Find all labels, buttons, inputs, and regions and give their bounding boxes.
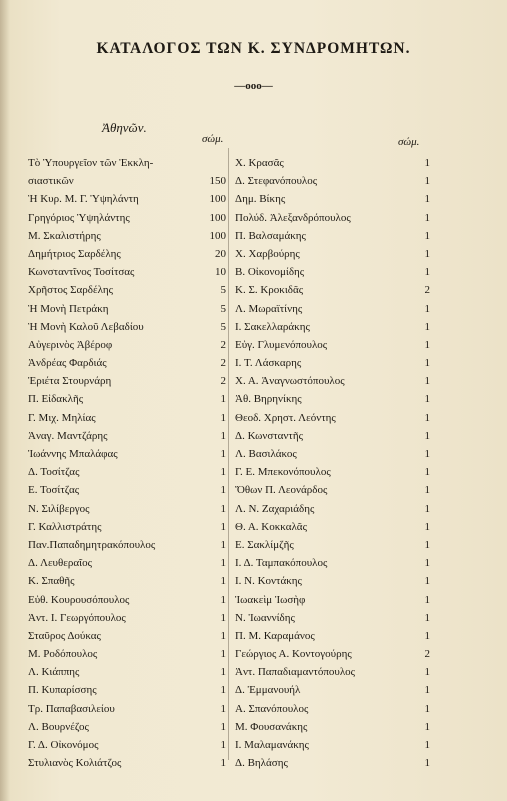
subscriber-row	[235, 445, 430, 463]
subscriber-copies: 1	[220, 611, 226, 624]
subscriber-copies: 1	[220, 739, 226, 751]
subscriber-name: Δ. Τοσίτζας	[28, 466, 80, 479]
subscriber-row	[235, 500, 430, 518]
subscriber-row	[235, 172, 430, 190]
document-title: ΚΑΤΑΛΟΓΟΣ ΤΩΝ Κ. ΣΥΝΔΡΟΜΗΤΩΝ.	[96, 40, 411, 57]
subscriber-row	[28, 354, 226, 372]
subscriber-name: Δ. Ἐμμανουήλ	[235, 684, 301, 697]
subscriber-copies: 1	[424, 375, 430, 388]
subscriber-name: Γεώργιος Α. Κοντογούρης	[235, 648, 352, 661]
subscriber-copies: 1	[424, 393, 430, 406]
subscriber-row	[28, 227, 226, 245]
subscriber-copies: 1	[424, 502, 430, 515]
subscriber-name: Ἀντ. Ι. Γεωργόπουλος	[28, 611, 126, 624]
subscriber-row	[28, 336, 226, 354]
subscriber-name: Ἡ Μονὴ Καλοῦ Λεβαδίου	[28, 320, 144, 333]
subscriber-copies: 2	[220, 338, 226, 351]
subscriber-row	[235, 190, 430, 208]
subscriber-name: Ι. Τ. Λάσκαρης	[235, 357, 302, 370]
subscriber-row	[28, 300, 226, 318]
subscriber-row	[28, 427, 226, 445]
subscriber-copies: 1	[424, 739, 430, 751]
subscriber-name: Ἀντ. Παπαδιαμαντόπουλος	[235, 666, 356, 679]
subscriber-row	[235, 336, 430, 354]
subscriber-copies: 1	[424, 611, 430, 624]
subscriber-name: Τὸ Ὑπουργεῖον τῶν Ἐκκλη-	[28, 157, 154, 169]
subscriber-name: Μ. Ροδόπουλος	[28, 648, 98, 661]
subscriber-row	[28, 245, 226, 263]
subscriber-copies: 10	[215, 266, 226, 279]
subscriber-copies: 5	[220, 320, 226, 333]
subscriber-copies: 2	[220, 375, 226, 388]
subscriber-copies: 1	[220, 557, 226, 570]
subscriber-list-right	[235, 154, 430, 772]
subscriber-name: σιαστικῶν	[28, 175, 74, 188]
subscriber-name: Κωνσταντῖνος Τοσίτσας	[28, 266, 135, 279]
subscriber-copies: 1	[220, 393, 226, 406]
page-spine-shadow	[0, 0, 10, 801]
subscriber-copies: 1	[424, 684, 430, 697]
subscriber-copies: 1	[424, 320, 430, 333]
subscriber-row	[235, 263, 430, 281]
subscriber-name: Εὐγ. Γλυμενόπουλος	[235, 338, 328, 351]
subscriber-name: Ἰωακεὶμ Ἰωσὴφ	[235, 593, 306, 606]
city-heading: Ἀθηνῶν.	[102, 120, 147, 135]
subscriber-name: Ἐριέτα Στουρνάρη	[28, 375, 112, 388]
subscriber-row	[235, 209, 430, 227]
subscriber-row	[28, 554, 226, 572]
subscriber-name: Εὐθ. Κουρουσόπουλος	[28, 593, 130, 606]
subscriber-name: Κ. Σ. Κροκιδᾶς	[235, 284, 304, 297]
subscriber-name: Ι. Σακελλαράκης	[235, 320, 310, 333]
subscriber-name: Λ. Ν. Ζαχαριάδης	[235, 502, 315, 515]
subscriber-row	[235, 409, 430, 427]
subscriber-copies: 1	[220, 429, 226, 442]
subscriber-copies: 2	[220, 357, 226, 370]
subscriber-name: Γ. Καλλιστράτης	[28, 520, 102, 533]
subscriber-name: Π. Κυπαρίσσης	[28, 684, 97, 697]
subscriber-row	[28, 209, 226, 227]
subscriber-copies: 1	[424, 757, 430, 770]
subscriber-name: Ἡ Κυρ. Μ. Γ. Ὑψηλάντη	[28, 193, 139, 206]
subscriber-row	[28, 409, 226, 427]
right-count-header: σώμ.	[398, 136, 420, 148]
subscriber-row	[235, 318, 430, 336]
subscriber-copies: 1	[424, 575, 430, 588]
subscriber-name: Θ. Α. Κοκκαλᾶς	[235, 520, 307, 533]
subscriber-name: Ἰωάννης Μπαλάφας	[28, 448, 118, 460]
subscriber-name: Ν. Σιλίβεργος	[28, 502, 90, 515]
subscriber-copies: 1	[424, 720, 430, 733]
subscriber-name: Γ. Ε. Μπεκονόπουλος	[235, 466, 331, 479]
subscriber-row	[28, 318, 226, 336]
subscriber-row	[235, 463, 430, 481]
subscriber-copies: 2	[424, 648, 430, 661]
subscriber-row	[28, 627, 226, 645]
subscriber-name: Τρ. Παπαβασιλείου	[28, 702, 115, 715]
subscriber-name: Ε. Σακλίμζῆς	[235, 538, 294, 551]
subscriber-name: Δ. Βηλάσης	[235, 757, 288, 770]
subscriber-copies: 1	[424, 357, 430, 370]
subscriber-row	[28, 154, 226, 172]
subscriber-name: Ἡ Μονὴ Πετράκη	[28, 302, 109, 315]
subscriber-copies: 1	[220, 575, 226, 588]
subscriber-copies: 1	[424, 484, 430, 497]
subscriber-copies: 1	[424, 593, 430, 606]
subscriber-name: Δ. Κωνσταντῆς	[235, 429, 303, 442]
subscriber-row	[28, 481, 226, 499]
subscriber-row	[28, 172, 226, 190]
subscriber-name: Π. Εἰδακλῆς	[28, 393, 84, 406]
subscriber-row	[235, 718, 430, 736]
subscriber-copies: 1	[220, 702, 226, 715]
subscriber-copies: 1	[424, 211, 430, 224]
subscriber-name: Χ. Κρασᾶς	[235, 157, 284, 169]
subscriber-row	[28, 190, 226, 208]
subscriber-copies: 1	[424, 429, 430, 442]
subscriber-copies: 150	[209, 175, 226, 188]
subscriber-copies: 1	[424, 448, 430, 460]
subscriber-row	[235, 700, 430, 718]
subscriber-row	[235, 681, 430, 699]
subscriber-list-left	[28, 154, 226, 772]
subscriber-name: Δημήτριος Σαρδέλης	[28, 247, 121, 260]
column-separator	[228, 148, 229, 760]
subscriber-name: Λ. Κιάππης	[28, 666, 80, 679]
subscriber-name: Χρῆστος Σαρδέλης	[28, 284, 113, 297]
subscriber-copies: 1	[424, 338, 430, 351]
subscriber-copies: 1	[424, 666, 430, 679]
subscriber-name: Μ. Φουσανάκης	[235, 720, 308, 733]
subscriber-copies: 1	[424, 175, 430, 188]
subscriber-name: Θεοδ. Χρηστ. Λεόντης	[235, 411, 336, 424]
subscriber-copies: 1	[424, 411, 430, 424]
subscriber-copies: 100	[209, 193, 226, 206]
subscriber-copies: 1	[220, 648, 226, 661]
subscriber-name: Στυλιανὸς Κολιάτζος	[28, 757, 122, 770]
subscriber-name: Λ. Μωραϊτίνης	[235, 302, 303, 315]
subscriber-name: Λ. Βασιλάκος	[235, 448, 297, 460]
subscriber-copies: 1	[220, 757, 226, 770]
subscriber-copies: 1	[220, 538, 226, 551]
subscriber-copies: 1	[424, 629, 430, 642]
subscriber-name: Ἀθ. Βηρηνίκης	[235, 393, 302, 406]
subscriber-row	[28, 591, 226, 609]
subscriber-copies: 20	[215, 247, 226, 260]
subscriber-row	[28, 645, 226, 663]
subscriber-row	[28, 663, 226, 681]
subscriber-name: Ε. Τοσίτζας	[28, 484, 80, 497]
subscriber-copies: 1	[220, 593, 226, 606]
subscriber-row	[235, 609, 430, 627]
section-divider: —ooo—	[234, 80, 273, 92]
subscriber-row	[235, 245, 430, 263]
subscriber-name: Β. Οἰκονομίδης	[235, 266, 305, 279]
subscriber-name: Γ. Δ. Οἰκονόμος	[28, 739, 99, 751]
subscriber-name: Ν. Ἰωαννίδης	[235, 611, 295, 624]
subscriber-name: Γ. Μιχ. Μηλίας	[28, 411, 96, 424]
subscriber-name: Χ. Α. Ἀναγνωστόπουλος	[235, 375, 345, 388]
subscriber-copies: 1	[424, 557, 430, 570]
subscriber-name: Ἀνδρέας Φαρδιάς	[28, 357, 107, 370]
subscriber-row	[28, 372, 226, 390]
subscriber-name: Π. Μ. Καραμάνος	[235, 629, 315, 642]
subscriber-row	[28, 754, 226, 772]
subscriber-row	[235, 427, 430, 445]
subscriber-name: Λ. Βουρνέζος	[28, 720, 89, 733]
subscriber-copies: 1	[220, 520, 226, 533]
subscriber-copies: 1	[424, 229, 430, 242]
subscriber-row	[235, 300, 430, 318]
subscriber-name: Δημ. Βίκης	[235, 193, 286, 206]
subscriber-copies: 1	[424, 193, 430, 206]
subscriber-name: Αὐγερινὸς Ἀβέροφ	[28, 338, 113, 351]
subscriber-row	[28, 281, 226, 299]
subscriber-row	[28, 536, 226, 554]
subscriber-name: Ἀναγ. Μαντζάρης	[28, 429, 108, 442]
subscriber-copies: 1	[220, 629, 226, 642]
subscriber-name: Γρηγόριος Ὑψηλάντης	[28, 211, 130, 224]
subscriber-name: Παν.Παπαδημητρακόπουλος	[28, 538, 156, 551]
subscriber-copies: 1	[220, 448, 226, 460]
subscriber-name: Δ. Στεφανόπουλος	[235, 175, 318, 188]
left-count-header: σώμ.	[202, 133, 224, 145]
subscriber-row	[28, 390, 226, 408]
subscriber-row	[28, 681, 226, 699]
subscriber-copies: 1	[220, 720, 226, 733]
subscriber-copies: 5	[220, 302, 226, 315]
subscriber-name: Α. Σπανόπουλος	[235, 702, 309, 715]
subscriber-row	[28, 700, 226, 718]
subscriber-name: Ὄθων Π. Λεονάρδος	[235, 484, 328, 497]
subscriber-copies: 1	[220, 502, 226, 515]
subscriber-row	[235, 645, 430, 663]
subscriber-copies: 1	[424, 520, 430, 533]
subscriber-copies: 5	[220, 284, 226, 297]
subscriber-row	[28, 263, 226, 281]
subscriber-row	[28, 518, 226, 536]
subscriber-copies: 1	[424, 157, 430, 169]
subscriber-row	[235, 591, 430, 609]
subscriber-copies: 1	[424, 702, 430, 715]
subscriber-row	[28, 445, 226, 463]
subscriber-copies: 1	[424, 466, 430, 479]
subscriber-row	[28, 500, 226, 518]
subscriber-name: Πολύδ. Ἀλεξανδρόπουλος	[235, 211, 351, 224]
subscriber-name: Κ. Σπαθῆς	[28, 575, 75, 588]
subscriber-copies: 100	[209, 211, 226, 224]
subscriber-row	[235, 372, 430, 390]
subscriber-row	[235, 518, 430, 536]
subscriber-copies: 1	[220, 666, 226, 679]
subscriber-name: Χ. Χαρβούρης	[235, 247, 300, 260]
subscriber-row	[235, 481, 430, 499]
subscriber-row	[28, 736, 226, 754]
subscriber-copies: 2	[424, 284, 430, 297]
subscriber-row	[235, 663, 430, 681]
subscriber-row	[235, 354, 430, 372]
subscriber-name: Ι. Μαλαμανάκης	[235, 739, 309, 751]
subscriber-row	[235, 572, 430, 590]
subscriber-name: Ι. Ν. Κοντάκης	[235, 575, 302, 588]
subscriber-row	[28, 463, 226, 481]
subscriber-row	[235, 154, 430, 172]
subscriber-row	[235, 390, 430, 408]
subscriber-copies: 1	[424, 266, 430, 279]
subscriber-row	[235, 281, 430, 299]
subscriber-row	[235, 536, 430, 554]
subscriber-name: Σταῦρος Δούκας	[28, 629, 101, 642]
subscriber-name: Π. Βαλσαμάκης	[235, 229, 306, 242]
subscriber-row	[235, 627, 430, 645]
subscriber-row	[235, 554, 430, 572]
subscriber-copies: 1	[424, 538, 430, 551]
subscriber-copies: 1	[220, 484, 226, 497]
subscriber-name: Μ. Σκαλιστήρης	[28, 229, 101, 242]
subscriber-row	[28, 572, 226, 590]
subscriber-copies: 1	[220, 411, 226, 424]
subscriber-row	[28, 718, 226, 736]
subscriber-name: Δ. Λευθεραῖος	[28, 557, 92, 570]
subscriber-copies: 1	[220, 466, 226, 479]
subscriber-copies: 100	[209, 229, 226, 242]
subscriber-copies: 1	[424, 247, 430, 260]
subscriber-row	[235, 227, 430, 245]
subscriber-copies: 1	[220, 684, 226, 697]
subscriber-name: Ι. Δ. Ταμπακόπουλος	[235, 557, 328, 570]
subscriber-row	[235, 754, 430, 772]
subscriber-row	[28, 609, 226, 627]
subscriber-copies: 1	[424, 302, 430, 315]
subscriber-row	[235, 736, 430, 754]
